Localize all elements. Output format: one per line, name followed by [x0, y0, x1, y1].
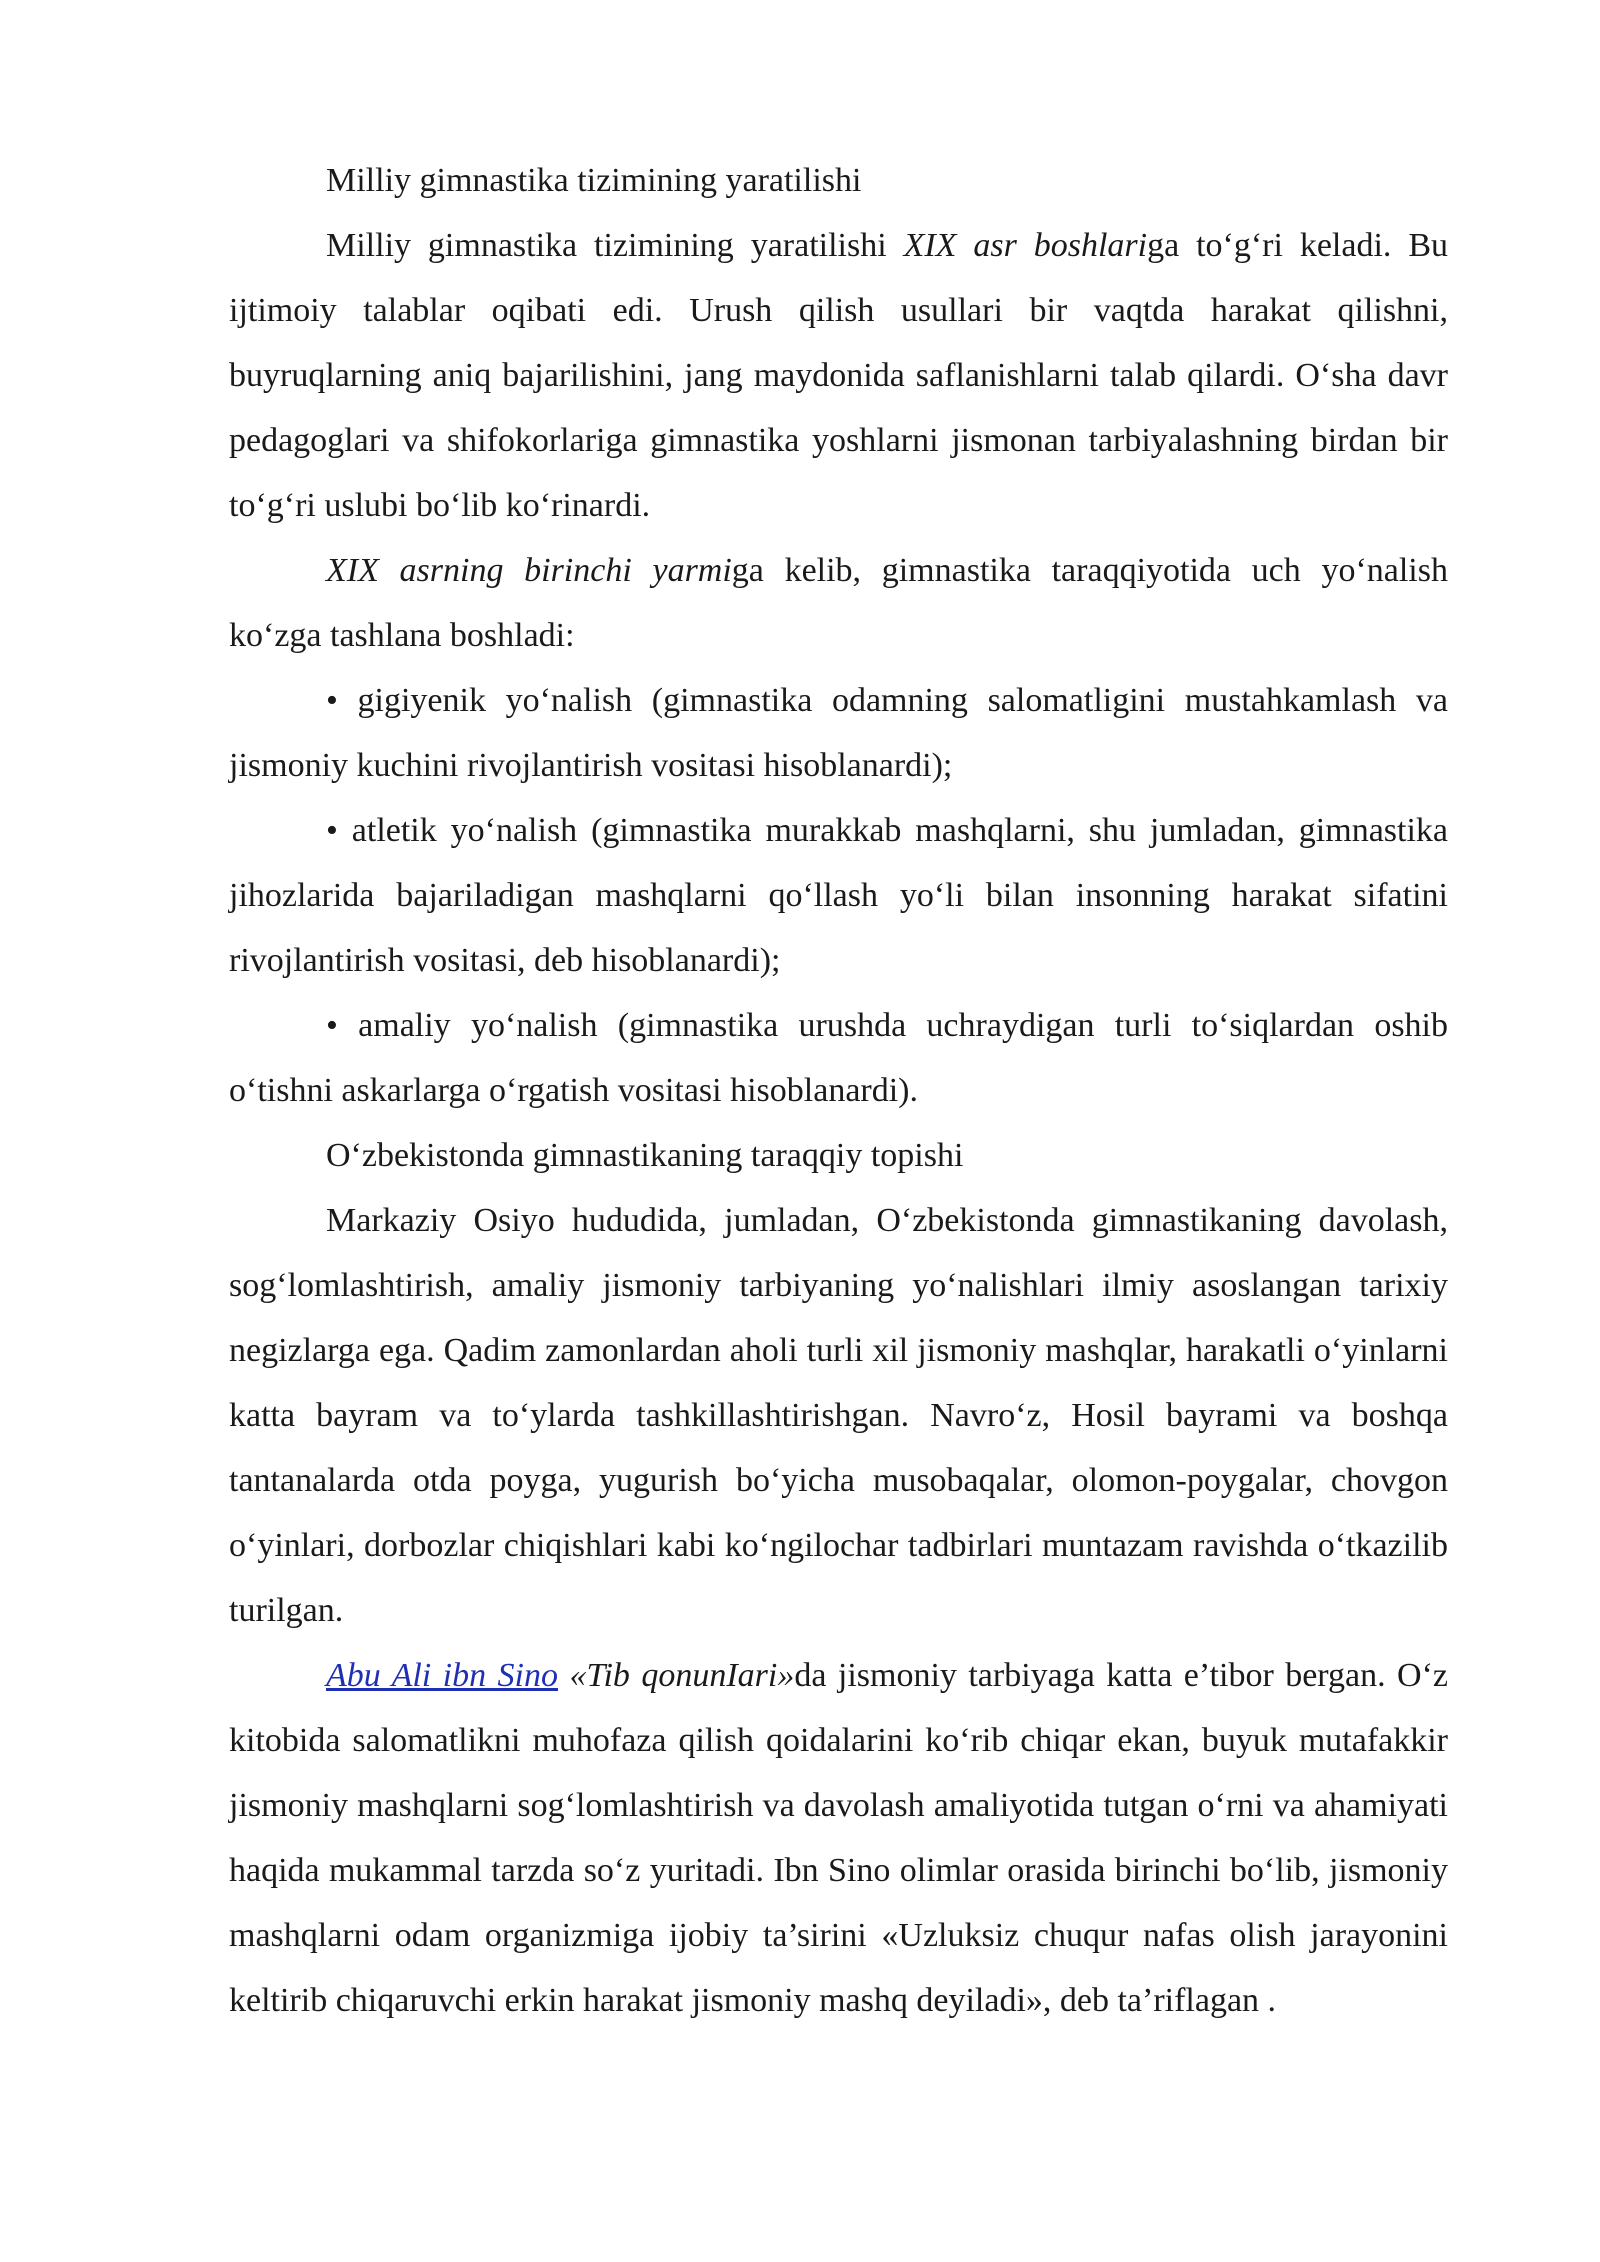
bullet-item-athletic: • atletik yo‘nalish (gimnastika murakkab mashqlarni, shu jumladan, gimnastika jihozlarida bajariladigan mashqlarni qo‘llash yo‘li bilan insonning harakat sifatini rivojlantirish vositasi, deb hisoblanardi);	[229, 812, 1448, 979]
document-page	[229, 148, 1448, 2033]
emphasis-text: XIX asr boshlari	[903, 227, 1148, 264]
bullet-item-hygienic: • gigiyenik yo‘nalish (gimnastika odamning salomatligini mustahkamlash va jismoniy kuchini rivojlantirish vositasi hisoblanardi);	[229, 682, 1448, 784]
paragraph-creation	[229, 213, 1448, 538]
section-heading-uzbekistan: O‘zbekistonda gimnastikaning taraqqiy topishi	[326, 1137, 964, 1174]
paragraph-directions	[229, 538, 1448, 668]
paragraph-text: ga kelib, gimnastika taraqqiyotida uch yo‘nalish ko‘zga tashlana boshladi:	[229, 552, 1448, 654]
paragraph-text: Milliy gimnastika tizimining yaratilishi	[326, 227, 904, 264]
ibn-sino-link[interactable]: Abu Ali ibn Sino	[326, 1657, 559, 1694]
bullet-item-applied: • amaliy yo‘nalish (gimnastika urushda uchraydigan turli to‘siqlardan oshib o‘tishni askarlarga o‘rgatish vositasi hisoblanardi).	[229, 1007, 1448, 1109]
paragraph-ibn-sino	[229, 1643, 1448, 2033]
section-heading-creation: Milliy gimnastika tizimining yaratilishi	[326, 162, 862, 199]
emphasis-text: XIX asrning birinchi yarmi	[326, 552, 732, 589]
paragraph-text: ga to‘g‘ri keladi. Bu ijtimoiy talablar oqibati edi. Urush qilish usullari bir vaqtda harakat qilishni, buyruqlarning aniq bajarilishini, jang maydonida saflanishlarni talab qilardi. O‘sha davr pedagoglari va shifokorlariga gimnastika yoshlarni jismonan tarbiyalashning birdan bir to‘g‘ri uslubi bo‘lib ko‘rinardi.	[229, 227, 1448, 524]
book-title-text: «Tib qonunIari»	[558, 1657, 795, 1694]
paragraph-text: da jismoniy tarbiyaga katta e’tibor bergan. O‘z kitobida salomatlikni muhofaza qilish qoidalarini ko‘rib chiqar ekan, buyuk mutafakkir jismoniy mashqlarni sog‘lomlashtirish va davolash amaliyotida tutgan o‘rni va ahamiyati haqida mukammal tarzda so‘z yuritadi. Ibn Sino olimlar orasida birinchi bo‘lib, jismoniy mashqlarni odam organizmiga ijobiy ta’sirini «Uzluksiz chuqur nafas olish jarayonini keltirib chiqaruvchi erkin harakat jismoniy mashq deyiladi», deb ta’riflagan .	[229, 1657, 1448, 2019]
paragraph-central-asia: Markaziy Osiyo hududida, jumladan, O‘zbekistonda gimnastikaning davolash, sog‘lomlashtirish, amaliy jismoniy tarbiyaning yo‘nalishlari ilmiy asoslangan tarixiy negizlarga ega. Qadim zamonlardan aholi turli xil jismoniy mashqlar, harakatli o‘yinlarni katta bayram va to‘ylarda tashkillashtirishgan. Navro‘z, Hosil bayrami va boshqa tantanalarda otda poyga, yugurish bo‘yicha musobaqalar, olomon-poygalar, chovgon o‘yinlari, dorbozlar chiqishlari kabi ko‘ngilochar tadbirlari muntazam ravishda o‘tkazilib turilgan.	[229, 1202, 1448, 1629]
